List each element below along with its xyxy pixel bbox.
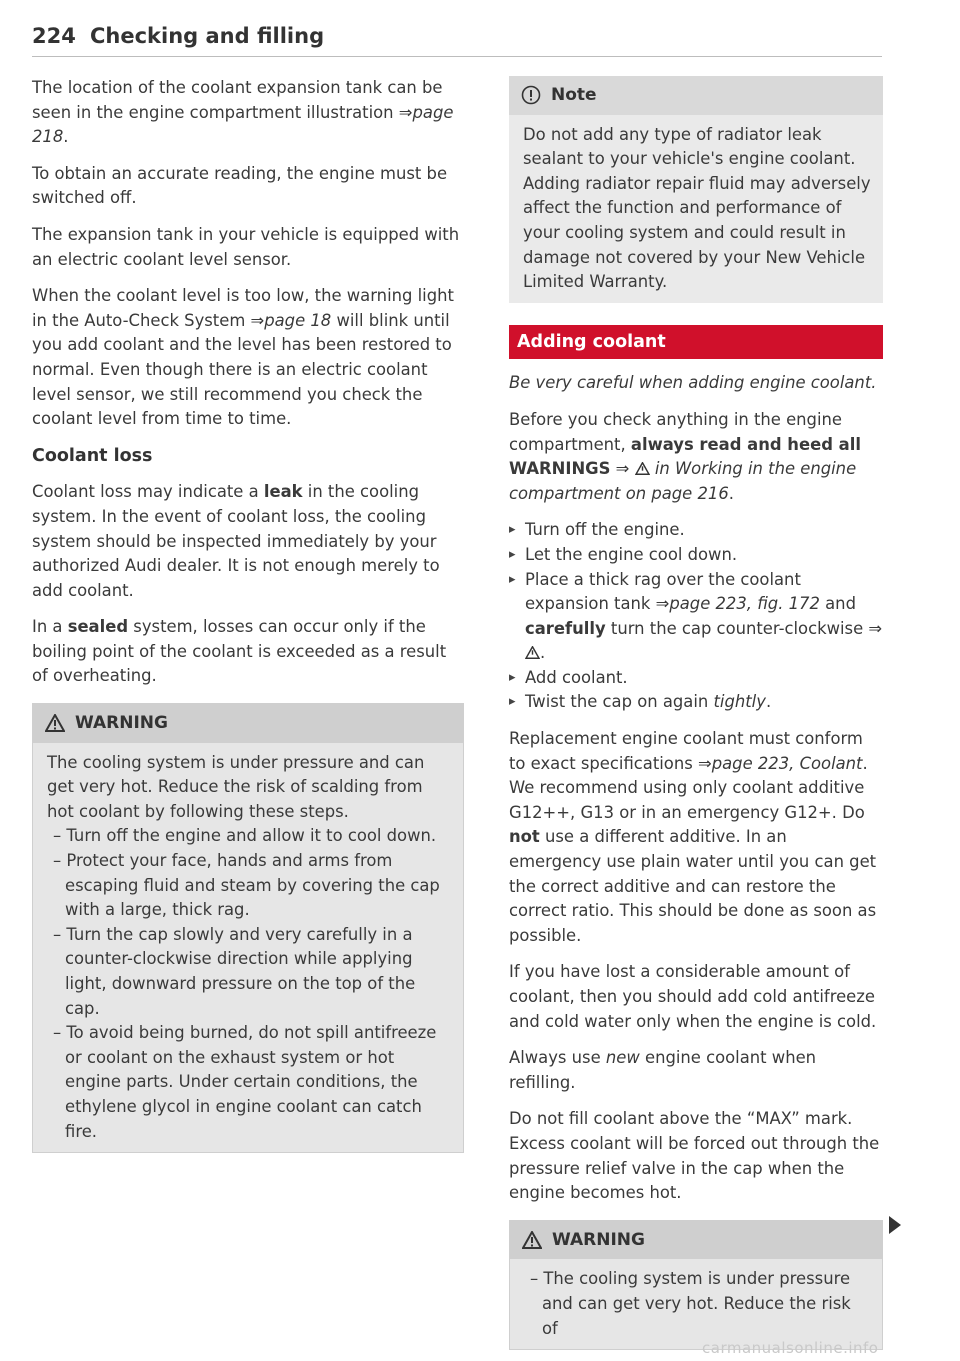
step-item: ▸ Twist the cap on again tightly. <box>509 690 883 715</box>
note-box <box>509 76 883 303</box>
warning-body <box>510 1259 882 1349</box>
step-item: ▸ Turn off the engine. <box>509 518 883 543</box>
section-title: Checking and filling <box>90 24 325 48</box>
paragraph: The expansion tank in your vehicle is equipped with an electric coolant level sensor. <box>32 224 460 269</box>
step-item: ▸ Add coolant. <box>509 666 883 691</box>
page-link[interactable]: ⇒page 18 <box>250 310 332 330</box>
step-item: ▸ Let the engine cool down. <box>509 543 883 568</box>
warning-title: WARNING <box>552 1229 645 1250</box>
paragraph: Before you check anything in the engine compartment, always read and heed all WARNINGS ⇒ in Working in the engine compartment on page 216. <box>509 409 861 503</box>
paragraph: When the coolant level is too low, the warning light in the Auto-Check System ⇒page 18 will blink until you add coolant and the level has been restored to normal. Even though there is an electric coolant level sensor, we still recommend you check the coolant level from time to time. <box>32 286 454 429</box>
continue-arrow-icon <box>889 1216 901 1234</box>
section-heading-adding-coolant: Adding coolant <box>509 325 883 360</box>
warning-title: WARNING <box>75 713 168 734</box>
section-intro: Be very careful when adding engine coolant. <box>509 373 877 393</box>
warning-header <box>510 1221 882 1260</box>
page-header <box>32 22 882 57</box>
footer-watermark: carmanualsonline.info <box>702 1339 879 1357</box>
note-text: Do not add any type of radiator leak sealant to your vehicle's engine coolant. Adding radiator repair fluid may adversely affect the function and performance of your cooling system and could result in damage not covered by your New Vehicle Limited Warranty. <box>523 124 871 292</box>
page-link[interactable]: in Working in the engine compartment on page 216 <box>509 459 857 503</box>
subheading-coolant-loss: Coolant loss <box>32 445 153 466</box>
note-title: Note <box>551 85 597 105</box>
page-link[interactable]: ⇒page 223, Coolant <box>697 753 863 773</box>
paragraph: Replacement engine coolant must conform to exact specifications ⇒page 223, Coolant. We recommend using only coolant additive G12++, G13 or in an emergency G12+. Do not use a different additive. In an emergency use plain water until you can get the correct additive and can restore the correct ratio. This should be done as soon as possible. <box>509 729 877 945</box>
warning-item: – Turn the cap slowly and very carefully in a counter-clockwise direction while applying light, downward pressure on the top of the cap. <box>53 924 416 1018</box>
warning-box <box>32 703 464 1153</box>
warning-item: – Turn off the engine and allow it to cool down. <box>53 826 437 846</box>
warning-header <box>33 704 463 743</box>
warning-triangle-icon <box>635 462 650 475</box>
warning-item: – To avoid being burned, do not spill antifreeze or coolant on the exhaust system or hot engine parts. Under certain conditions, the ethylene glycol in engine coolant can catch fire. <box>53 1023 437 1141</box>
warning-item: – Protect your face, hands and arms from escaping fluid and steam by covering the cap with a large, thick rag. <box>53 851 440 920</box>
paragraph: If you have lost a considerable amount of coolant, then you should add cold antifreeze and cold water only when the engine is cold. <box>509 962 877 1031</box>
warning-intro: The cooling system is under pressure and can get very hot. Reduce the risk of scalding from hot coolant by following these steps. <box>47 752 425 821</box>
page-link[interactable]: ⇒page 218 <box>32 102 454 147</box>
page-number: 224 <box>32 24 76 48</box>
warning-item: – The cooling system is under pressure and can get very hot. Reduce the risk of <box>530 1269 851 1338</box>
warning-triangle-icon <box>525 646 540 659</box>
warning-body <box>33 743 463 1153</box>
info-circle-icon <box>521 85 541 105</box>
paragraph: Always use new engine coolant when refilling. <box>509 1048 817 1092</box>
step-item: ▸ Place a thick rag over the coolant expansion tank ⇒page 223, fig. 172 and carefully turn the cap counter-clockwise ⇒ . <box>509 568 883 666</box>
paragraph: In a sealed system, losses can occur only if the boiling point of the coolant is exceeded as a result of overheating. <box>32 617 447 686</box>
paragraph: To obtain an accurate reading, the engine must be switched off. <box>32 163 448 208</box>
note-header <box>509 76 883 115</box>
note-body <box>509 115 883 303</box>
warning-triangle-icon <box>522 1231 542 1249</box>
steps-list <box>509 518 883 715</box>
paragraph: The location of the coolant expansion tank can be seen in the engine compartment illustration ⇒page 218. <box>32 78 454 147</box>
warning-box <box>509 1220 883 1350</box>
paragraph: Do not fill coolant above the “MAX” mark. Excess coolant will be forced out through the pressure relief valve in the cap when the engine becomes hot. <box>509 1109 880 1203</box>
warning-triangle-icon <box>45 714 65 732</box>
page-link[interactable]: ⇒page 223, fig. 172 <box>655 594 820 614</box>
right-column <box>509 76 883 1350</box>
paragraph: Coolant loss may indicate a leak in the cooling system. In the event of coolant loss, the cooling system should be inspected immediately by your authorized Audi dealer. It is not enough merely to add coolant. <box>32 482 440 600</box>
left-column <box>32 76 464 1153</box>
